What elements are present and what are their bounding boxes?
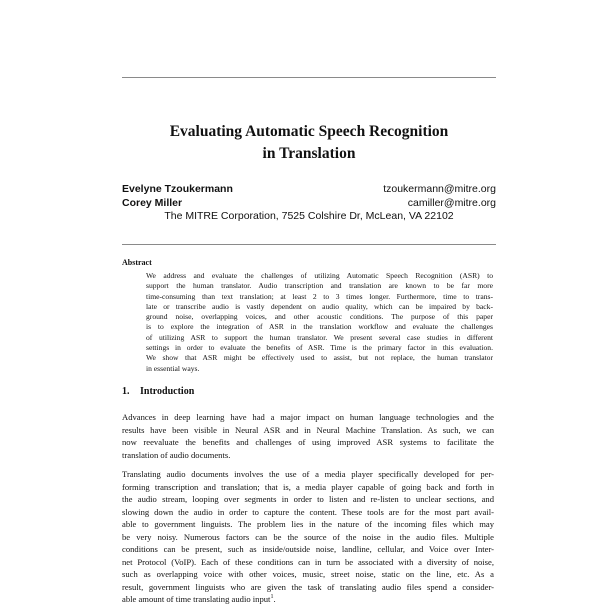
footnote-marker: 1 bbox=[270, 594, 274, 601]
paragraph-line: forming transcription and translation; that is, a media player capable of going back and forth in bbox=[122, 481, 494, 492]
abstract-line: time-consuming than text translation; at least 2 to 3 times longer. Furthermore, time to trans- bbox=[146, 291, 493, 301]
abstract-line: of utilizing ASR to support the human translator. We present several case studies in different bbox=[146, 332, 493, 342]
paragraph-line: Translating audio documents involves the use of a media player specifically developed for per- bbox=[122, 469, 494, 479]
paragraph-line: Advances in deep learning have had a major impact on human language technologies and the bbox=[122, 412, 494, 422]
paragraph-line: slowing down the audio in order to capture the content. These tools are for the most part avail- bbox=[122, 506, 494, 517]
closing-period: . bbox=[273, 594, 276, 604]
abstract-line: ground noise, overlapping voices, and other acoustic conditions. The purpose of this paper bbox=[146, 312, 493, 322]
paragraph-line: able amount of time translating audio input bbox=[122, 594, 271, 604]
affiliation: The MITRE Corporation, 7525 Colshire Dr, McLean, VA 22102 bbox=[164, 210, 454, 222]
paragraph-line: now reevaluate the benefits and challenges of using improved ASR systems to facilitate the bbox=[122, 437, 494, 447]
section-heading bbox=[122, 386, 194, 397]
abstract-line: settings in order to evaluate the benefits of ASR. Time is the primary factor in this evaluation. bbox=[146, 343, 493, 353]
paragraph-line: able to government linguists. The problem lies in the nature of the incoming files which may bbox=[122, 519, 494, 529]
author-name: Evelyne Tzoukermann bbox=[122, 183, 233, 195]
paragraph-line: net Protocol (VoIP). Each of these conditions can in turn be associated with a diversity of noise, bbox=[122, 556, 494, 567]
paragraph-last-line bbox=[122, 593, 494, 606]
intro-paragraph-1 bbox=[122, 411, 494, 461]
paragraph-line: result, government linguists who are given the task of translating audio files spend a consider- bbox=[122, 581, 494, 592]
paragraph-line: results have been visible in Neural ASR and in Neural Machine Translation. As such, we can bbox=[122, 424, 494, 435]
author-name: Corey Miller bbox=[122, 197, 183, 209]
author-email: tzoukermann@mitre.org bbox=[383, 183, 496, 195]
paragraph-line: the audio stream, looping over segments in order to listen and re-listen to unclear sections, and bbox=[122, 494, 494, 504]
paragraph-line: conditions can be present, such as inside/outside noise, landline, cellular, and Voice over Inter- bbox=[122, 544, 494, 554]
title-line-1: Evaluating Automatic Speech Recognition bbox=[169, 123, 449, 140]
paragraph-line: be very noisy. Numerous factors can be the source of the noise in the audio files. Multiple bbox=[122, 531, 494, 542]
title-line-2: in Translation bbox=[262, 145, 356, 162]
abstract-body bbox=[146, 271, 493, 374]
abstract-line: in essential ways. bbox=[146, 363, 200, 373]
paper-title bbox=[100, 121, 518, 165]
paragraph-line: translation of audio documents. bbox=[122, 449, 231, 460]
abstract-line: is to explore the integration of ASR in the translation workflow and evaluate the challenges bbox=[146, 322, 493, 332]
section-title: Introduction bbox=[140, 386, 195, 397]
top-rule bbox=[122, 77, 496, 78]
section-number: 1. bbox=[122, 386, 130, 397]
abstract-line: late or transcribe audio is vastly dependent on audio quality, which can be impaired by back- bbox=[146, 301, 493, 311]
intro-paragraph-2 bbox=[122, 468, 494, 606]
abstract-line: support the human translator. Audio transcription and translation are known to be far more bbox=[146, 281, 493, 291]
abstract-line: We show that ASR might be effectively used to assist, but not replace, the human translator bbox=[146, 353, 493, 363]
abstract-heading: Abstract bbox=[122, 258, 152, 267]
abstract-rule bbox=[122, 244, 496, 245]
paragraph-line: such as overlapping voice with other voices, music, street noise, static on the line, etc. As a bbox=[122, 569, 494, 579]
abstract-line: We address and evaluate the challenges of utilizing Automatic Speech Recognition (ASR) to bbox=[146, 271, 493, 280]
author-email: camiller@mitre.org bbox=[407, 197, 496, 209]
